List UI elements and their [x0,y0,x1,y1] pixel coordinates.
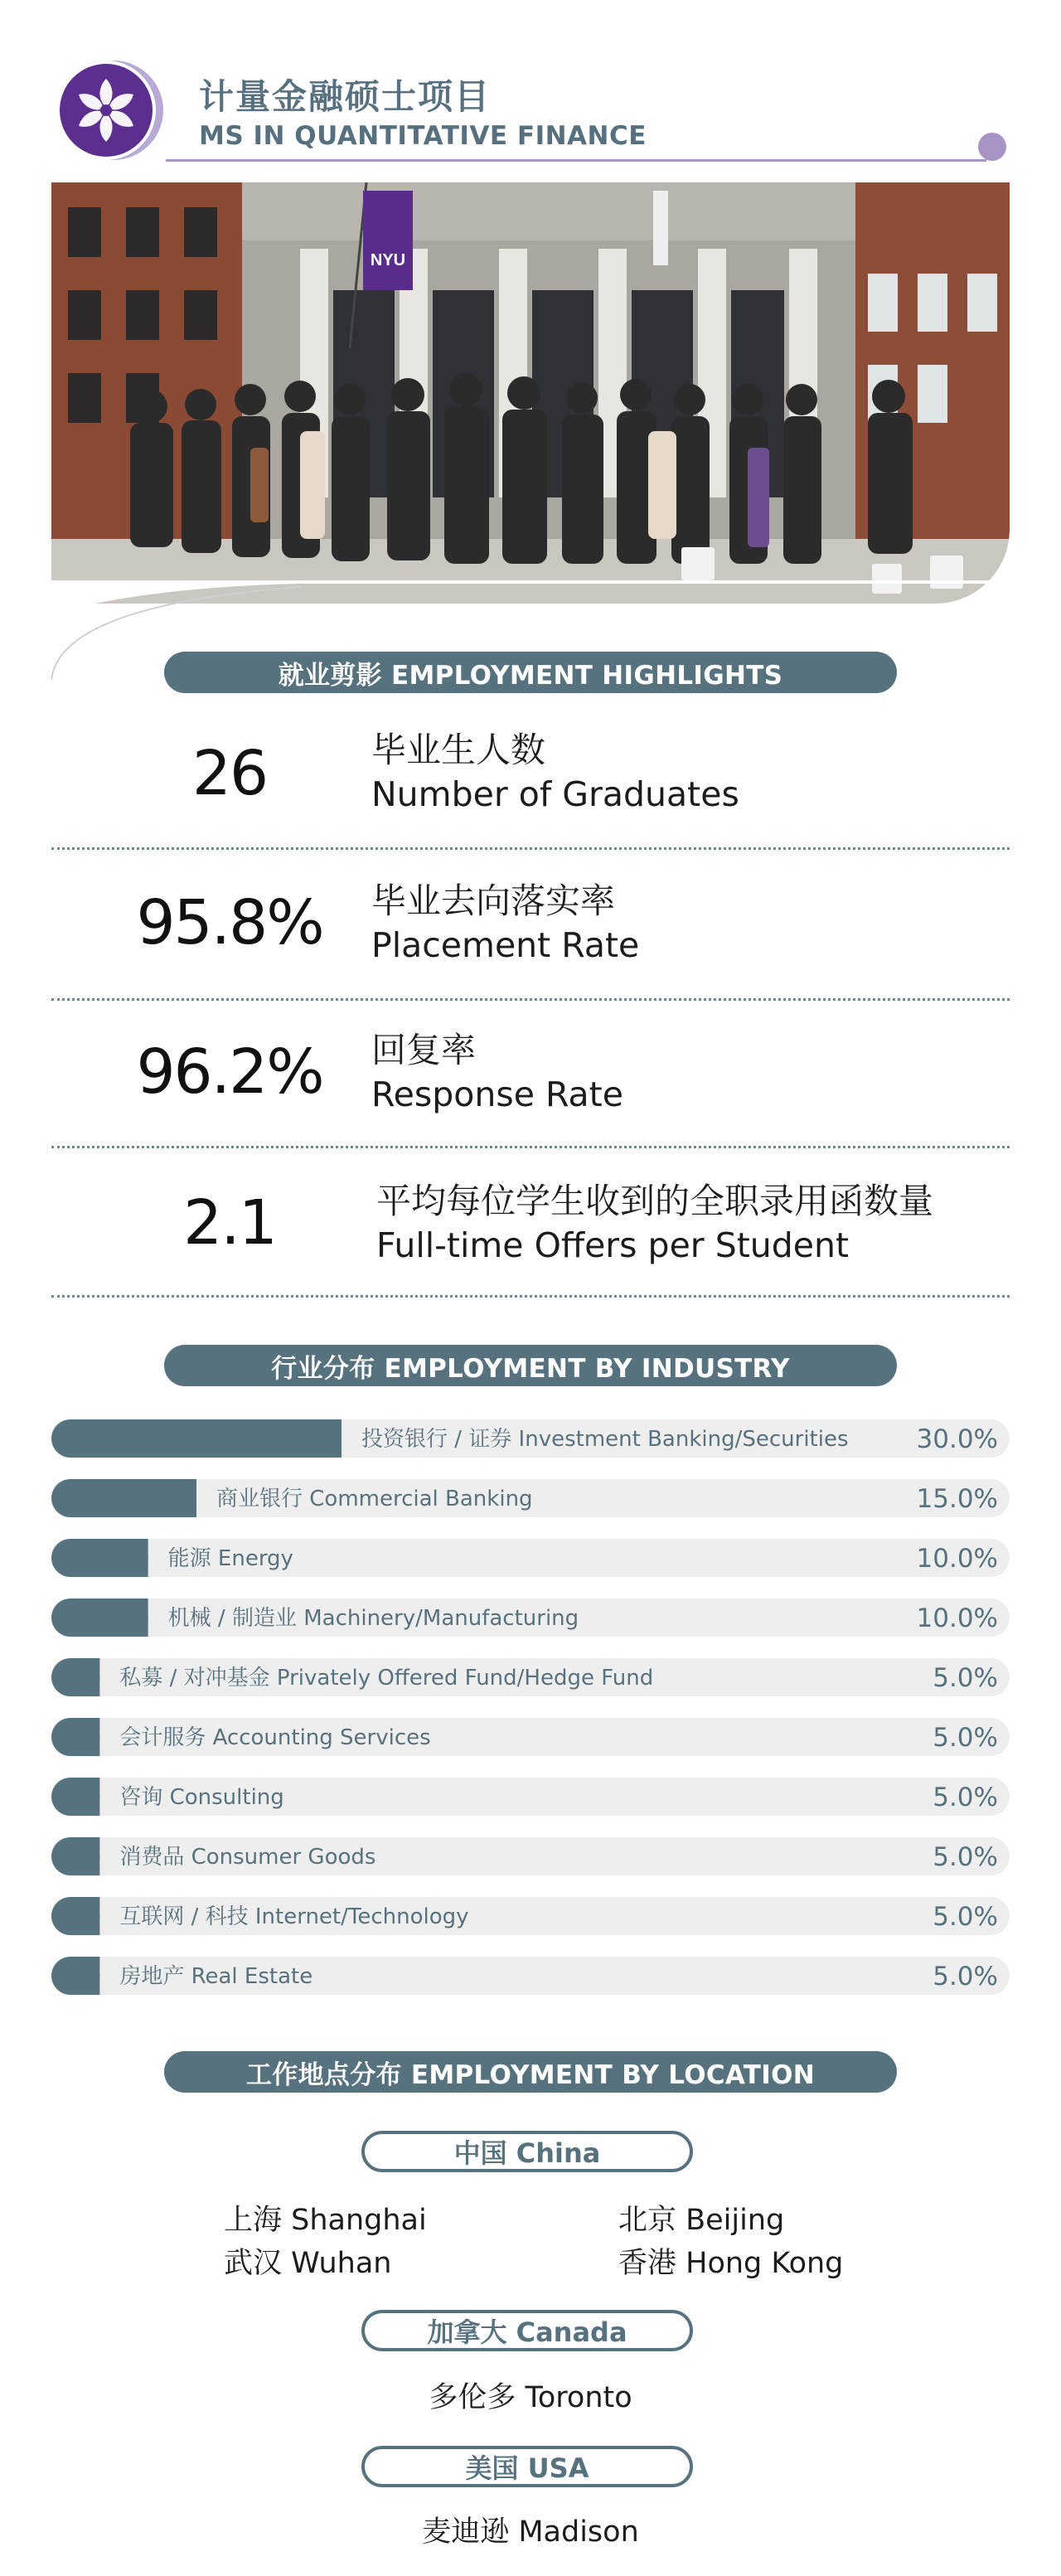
industry-row [51,1658,1010,1696]
industry-category-label: 咨询 Consulting [119,1785,284,1810]
program-title-zh: 计量金融硕士项目 [199,76,492,117]
industry-row [51,1539,1010,1577]
stat-label-zh: 毕业生人数 [371,730,546,770]
industry-category-label: 投资银行 / 证券 Investment Banking/Securities [361,1427,849,1452]
stat-label-en: Response Rate [371,1075,623,1114]
city-madison: 麦迪逊 Madison [422,2515,639,2549]
industry-bar-end [129,1539,148,1577]
country-pill-china: 中国 China [361,2131,693,2172]
country-pill-usa: 美国 USA [361,2446,693,2487]
industry-bar-end [322,1419,342,1458]
stat-placement-rate [51,864,1010,1013]
stat-value: 2.1 [183,1187,276,1259]
industry-bar-end [177,1479,196,1517]
industry-bar-end [80,1897,99,1935]
stat-value: 26 [191,738,268,809]
industry-category-label: 互联网 / 科技 Internet/Technology [119,1904,469,1929]
industry-value-label: 10.0% [916,1603,998,1633]
industry-category-label: 房地产 Real Estate [119,1964,313,1989]
group-photo [51,182,1010,604]
industry-row [51,1718,1010,1756]
stat-graduates [51,713,1010,862]
industry-bar-end [80,1837,99,1875]
stat-label-zh: 毕业去向落实率 [371,880,616,921]
city-hong-kong: 香港 Hong Kong [618,2247,844,2280]
industry-row [51,1598,1010,1637]
stat-value: 95.8% [136,887,323,958]
industry-bar-end [80,1718,99,1756]
industry-category-label: 能源 Energy [167,1546,293,1571]
industry-bar-chart [51,1419,1010,2016]
industry-value-label: 5.0% [933,1723,998,1753]
location-section-title: 工作地点分布 EMPLOYMENT BY LOCATION [164,2051,897,2093]
industry-row [51,1778,1010,1816]
industry-value-label: 10.0% [916,1544,998,1574]
industry-row [51,1897,1010,1935]
stat-label-en: Placement Rate [371,925,640,965]
city-beijing: 北京 Beijing [618,2204,785,2237]
industry-row [51,1957,1010,1995]
industry-category-label: 会计服务 Accounting Services [119,1725,431,1750]
industry-category-label: 商业银行 Commercial Banking [216,1487,533,1511]
city-wuhan: 武汉 Wuhan [224,2247,392,2280]
industry-category-label: 机械 / 制造业 Machinery/Manufacturing [167,1606,579,1631]
stat-response-rate [51,1013,1010,1162]
stat-label-en: Number of Graduates [371,774,739,814]
highlights-section-title: 就业剪影 EMPLOYMENT HIGHLIGHTS [164,652,897,693]
industry-value-label: 30.0% [916,1424,998,1454]
city-shanghai: 上海 Shanghai [224,2204,427,2237]
industry-bar-end [80,1957,99,1995]
program-title-en: MS IN QUANTITATIVE FINANCE [199,121,647,151]
country-pill-canada: 加拿大 Canada [361,2310,693,2351]
industry-bar-end [80,1658,99,1696]
industry-value-label: 15.0% [916,1484,998,1514]
industry-category-label: 消费品 Consumer Goods [119,1845,376,1870]
industry-bar-end [129,1598,148,1637]
stat-label-zh: 平均每位学生收到的全职录用函数量 [376,1181,934,1221]
stat-offers-per-student [51,1164,1010,1313]
stat-divider [51,1295,1010,1298]
header-divider [166,159,986,162]
industry-row [51,1479,1010,1517]
industry-bar [51,1479,196,1517]
flag-text: NYU [370,251,406,269]
industry-bar [51,1419,342,1458]
stat-divider [51,1146,1010,1148]
industry-bar-end [80,1778,99,1816]
industry-row [51,1837,1010,1875]
stat-divider [51,998,1010,1001]
nyu-torch-logo-icon [51,58,176,163]
industry-value-label: 5.0% [933,1902,998,1932]
city-toronto: 多伦多 Toronto [429,2381,632,2414]
stat-divider [51,847,1010,850]
industry-value-label: 5.0% [933,1962,998,1991]
stat-label-zh: 回复率 [371,1030,477,1070]
industry-row [51,1419,1010,1458]
industry-category-label: 私募 / 对冲基金 Privately Offered Fund/Hedge Fund [119,1666,654,1691]
industry-value-label: 5.0% [933,1783,998,1812]
industry-value-label: 5.0% [933,1663,998,1693]
industry-value-label: 5.0% [933,1842,998,1872]
stat-value: 96.2% [136,1036,323,1108]
industry-section-title: 行业分布 EMPLOYMENT BY INDUSTRY [164,1345,897,1386]
stat-label-en: Full-time Offers per Student [376,1225,850,1265]
page-header [0,0,1061,166]
header-dot [978,133,1006,161]
